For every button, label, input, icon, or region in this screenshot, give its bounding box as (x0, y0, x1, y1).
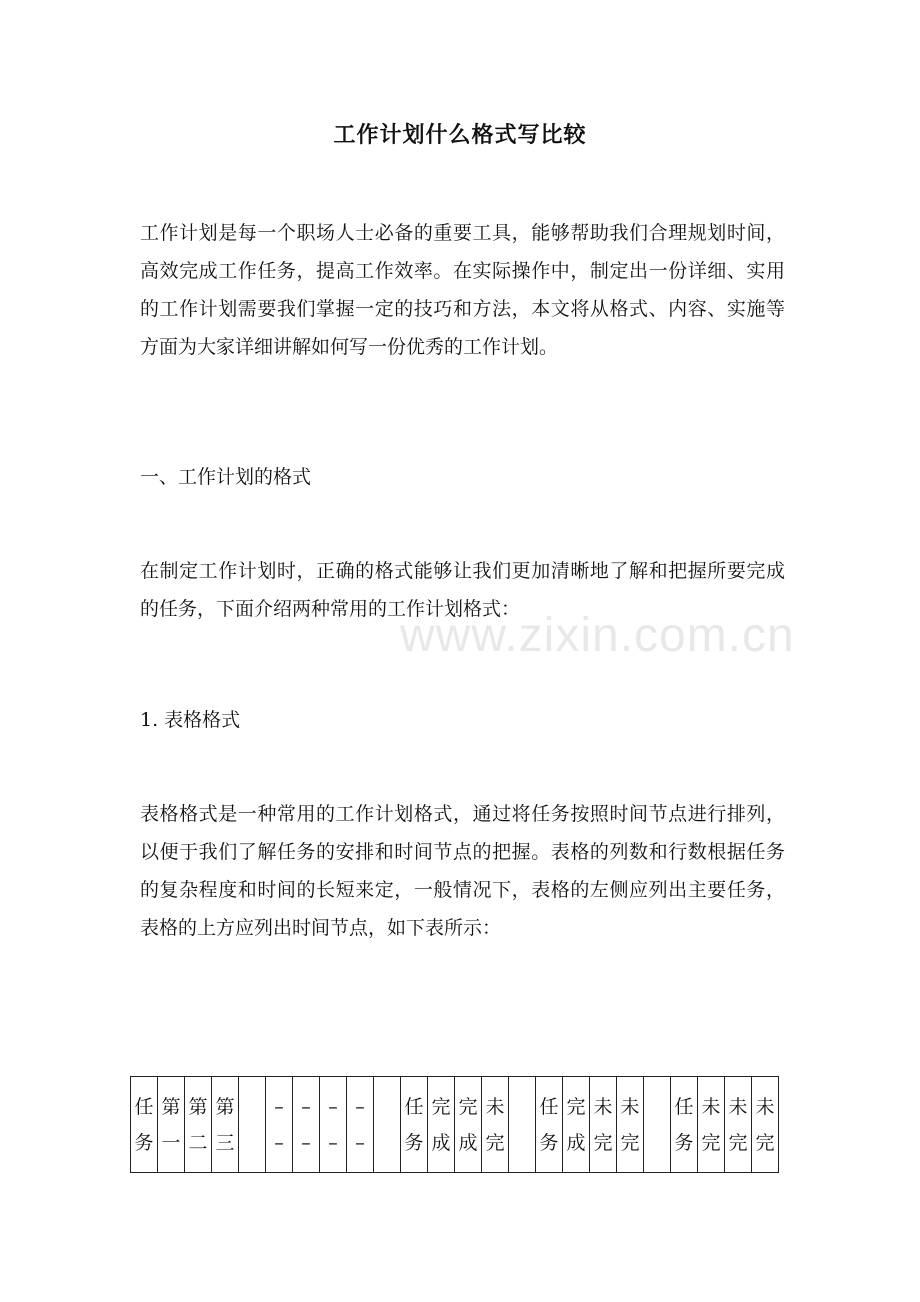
cell-char (374, 1125, 400, 1161)
table-cell (671, 1077, 698, 1173)
sub1-heading: 1. 表格格式 (140, 709, 241, 731)
cell-char: – (301, 1132, 311, 1154)
cell-char: 任 (404, 1096, 424, 1118)
cell-char: – (328, 1132, 338, 1154)
section1-paragraph: 在制定工作计划时，正确的格式能够让我们更加清晰地了解和把握所要完成的任务，下面介绍两种常用的工作计划格式： (140, 560, 785, 620)
table-cell (374, 1077, 401, 1173)
intro-paragraph: 工作计划是每一个职场人士必备的重要工具，能够帮助我们合理规划时间，高效完成工作任务，提高工作效率。在实际操作中，制定出一份详细、实用的工作计划需要我们掌握一定的技巧和方法，本文将从格式、内容、实施等方面为大家详细讲解如何写一份优秀的工作计划。 (140, 222, 785, 358)
cell-char (239, 1089, 265, 1125)
sub1-paragraph: 表格格式是一种常用的工作计划格式，通过将任务按照时间节点进行排列，以便于我们了解任务的安排和时间节点的把握。表格的列数和行数根据任务的复杂程度和时间的长短来定，一般情况下，表格的左侧应列出主要任务，表格的上方应列出时间节点，如下表所示： (140, 803, 785, 939)
cell-char: 未 (620, 1096, 640, 1118)
cell-char: 完 (485, 1132, 505, 1154)
cell-char: – (301, 1096, 311, 1118)
table-row (131, 1077, 779, 1173)
table-cell (536, 1077, 563, 1173)
cell-char: 务 (134, 1132, 154, 1154)
cell-char: 未 (728, 1096, 748, 1118)
table-cell (509, 1077, 536, 1173)
table-cell (617, 1077, 644, 1173)
cell-char: 完 (755, 1132, 775, 1154)
cell-char: 任 (134, 1096, 154, 1118)
cell-char: 第 (215, 1096, 235, 1118)
table-cell (239, 1077, 266, 1173)
cell-char (374, 1089, 400, 1125)
table-cell (158, 1077, 185, 1173)
cell-char: – (355, 1096, 365, 1118)
table-cell (725, 1077, 752, 1173)
cell-char (509, 1089, 535, 1125)
cell-char: 完 (728, 1132, 748, 1154)
cell-char: 未 (485, 1096, 505, 1118)
table-cell (644, 1077, 671, 1173)
table-cell (698, 1077, 725, 1173)
table-cell (590, 1077, 617, 1173)
cell-char: 三 (215, 1132, 235, 1154)
cell-char (509, 1125, 535, 1161)
section1-heading: 一、工作计划的格式 (140, 466, 312, 488)
cell-char: 成 (458, 1132, 478, 1154)
cell-char: – (355, 1132, 365, 1154)
cell-char (239, 1125, 265, 1161)
cell-char: 完 (593, 1132, 613, 1154)
cell-char: 二 (188, 1132, 208, 1154)
cell-char: 第 (161, 1096, 181, 1118)
cell-char: 一 (161, 1132, 181, 1154)
table-cell (293, 1077, 320, 1173)
table-cell (266, 1077, 293, 1173)
table-cell (320, 1077, 347, 1173)
cell-char: 完 (458, 1096, 478, 1118)
cell-char: 未 (701, 1096, 721, 1118)
cell-char: – (274, 1132, 284, 1154)
cell-char: 完 (701, 1132, 721, 1154)
cell-char: 未 (593, 1096, 613, 1118)
cell-char: 成 (566, 1132, 586, 1154)
table-cell (185, 1077, 212, 1173)
cell-char: 未 (755, 1096, 775, 1118)
table-cell (482, 1077, 509, 1173)
cell-char: 务 (539, 1132, 559, 1154)
cell-char (644, 1089, 670, 1125)
table-cell (347, 1077, 374, 1173)
cell-char: – (328, 1096, 338, 1118)
cell-char: 务 (674, 1132, 694, 1154)
cell-char: 务 (404, 1132, 424, 1154)
table-cell (428, 1077, 455, 1173)
table-cell (455, 1077, 482, 1173)
table-cell (752, 1077, 779, 1173)
cell-char: – (274, 1096, 284, 1118)
cell-char (644, 1125, 670, 1161)
plan-table (130, 1076, 779, 1173)
table-cell (212, 1077, 239, 1173)
cell-char: 成 (431, 1132, 451, 1154)
cell-char: 任 (674, 1096, 694, 1118)
cell-char: 完 (620, 1132, 640, 1154)
table-cell (131, 1077, 158, 1173)
watermark: www.zixin.com.cn (400, 609, 795, 662)
cell-char: 第 (188, 1096, 208, 1118)
cell-char: 任 (539, 1096, 559, 1118)
cell-char: 完 (431, 1096, 451, 1118)
table-cell (401, 1077, 428, 1173)
document-title: 工作计划什么格式写比较 (333, 122, 587, 148)
table-cell (563, 1077, 590, 1173)
cell-char: 完 (566, 1096, 586, 1118)
